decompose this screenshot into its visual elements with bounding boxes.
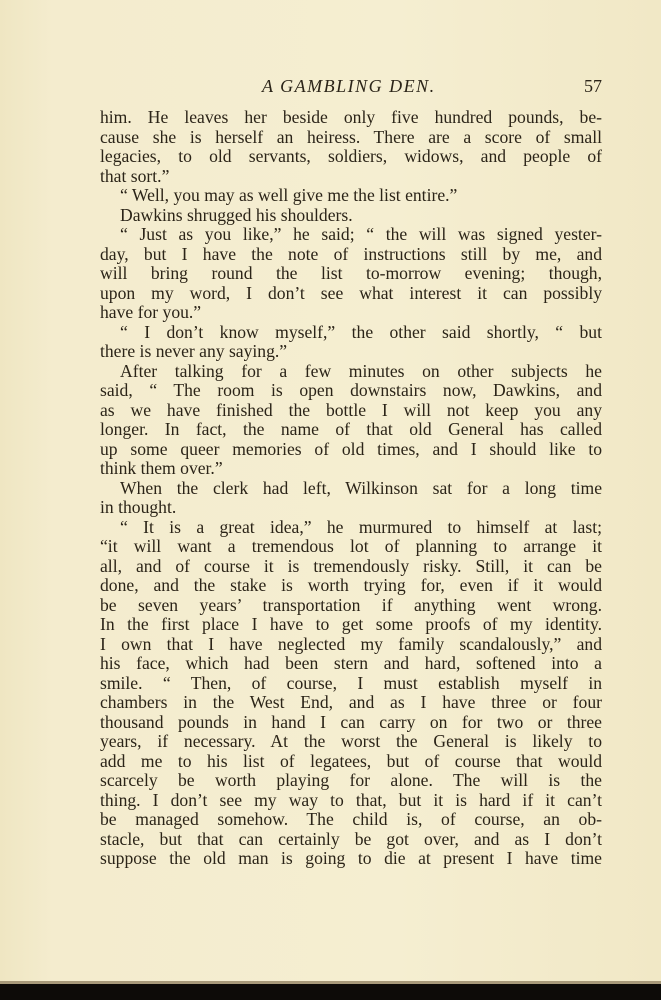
text-line: there is never any saying.” (100, 341, 288, 361)
text-line: legacies, to old servants, soldiers, widows, and people of (100, 146, 602, 166)
text-line: that sort.” (100, 165, 170, 186)
text-line: all, and of course it is tremendously risky. Still, it can be (100, 555, 602, 576)
text-line: stacle, but that can certainly be got over, and as I don’t (100, 828, 602, 849)
body-text (100, 108, 602, 869)
text-line: add me to his list of legatees, but of course that would (100, 750, 602, 771)
text-line: thing. I don’t see my way to that, but it is hard if it can’t (100, 789, 602, 810)
text-line: years, if necessary. At the worst the General is likely to (100, 731, 602, 751)
page-bottom-edge (0, 984, 661, 1000)
text-line: When the clerk had left, Wilkinson sat for a long time (120, 477, 602, 498)
text-line: thousand pounds in hand I can carry on for two or three (100, 711, 602, 732)
text-line: think them over.” (100, 458, 223, 478)
text-line: cause she is herself an heiress. There are a score of small (100, 126, 602, 147)
text-line: said, “ The room is open downstairs now, Dawkins, and (100, 380, 602, 400)
page-header (100, 76, 602, 100)
text-line: Dawkins shrugged his shoulders. (120, 204, 353, 225)
text-line: “ It is a great idea,” he murmured to himself at last; (120, 516, 602, 537)
text-line: upon my word, I don’t see what interest it can possibly (100, 282, 602, 303)
text-line: will bring round the list to-morrow evening; though, (100, 263, 602, 283)
text-line: “it will want a tremendous lot of planning to arrange it (100, 536, 602, 556)
text-line: In the first place I have to get some proofs of my identity. (100, 614, 602, 634)
text-line: have for you.” (100, 302, 202, 322)
text-line: chambers in the West End, and as I have three or four (100, 692, 602, 712)
text-line: “ Just as you like,” he said; “ the will was signed yester- (120, 224, 602, 244)
text-line: in thought. (100, 497, 177, 517)
text-line: “ Well, you may as well give me the list entire.” (120, 185, 458, 205)
text-line: done, and the stake is worth trying for, even if it would (100, 575, 602, 595)
text-line: up some queer memories of old times, and I should like to (100, 438, 602, 459)
text-line: as we have finished the bottle I will not keep you any (100, 399, 602, 420)
page-number: 57 (584, 76, 602, 96)
text-line: be managed somehow. The child is, of course, an ob- (100, 809, 602, 829)
text-line: suppose the old man is going to die at present I have time (100, 848, 602, 868)
text-line: After talking for a few minutes on other subjects he (120, 360, 602, 381)
text-line: smile. “ Then, of course, I must establish myself in (100, 672, 602, 693)
text-line: scarcely be worth playing for alone. The will is the (100, 770, 602, 790)
text-line: longer. In fact, the name of that old General has called (100, 419, 602, 439)
text-line: him. He leaves her beside only five hundred pounds, be- (100, 107, 602, 127)
text-line: be seven years’ transportation if anything went wrong. (100, 594, 602, 615)
text-line: “ I don’t know myself,” the other said shortly, “ but (120, 321, 602, 342)
text-line: I own that I have neglected my family scandalously,” and (100, 633, 602, 654)
text-line: his face, which had been stern and hard, softened into a (100, 653, 602, 673)
running-title: A GAMBLING DEN. (262, 76, 436, 96)
text-line: day, but I have the note of instructions still by me, and (100, 243, 602, 264)
